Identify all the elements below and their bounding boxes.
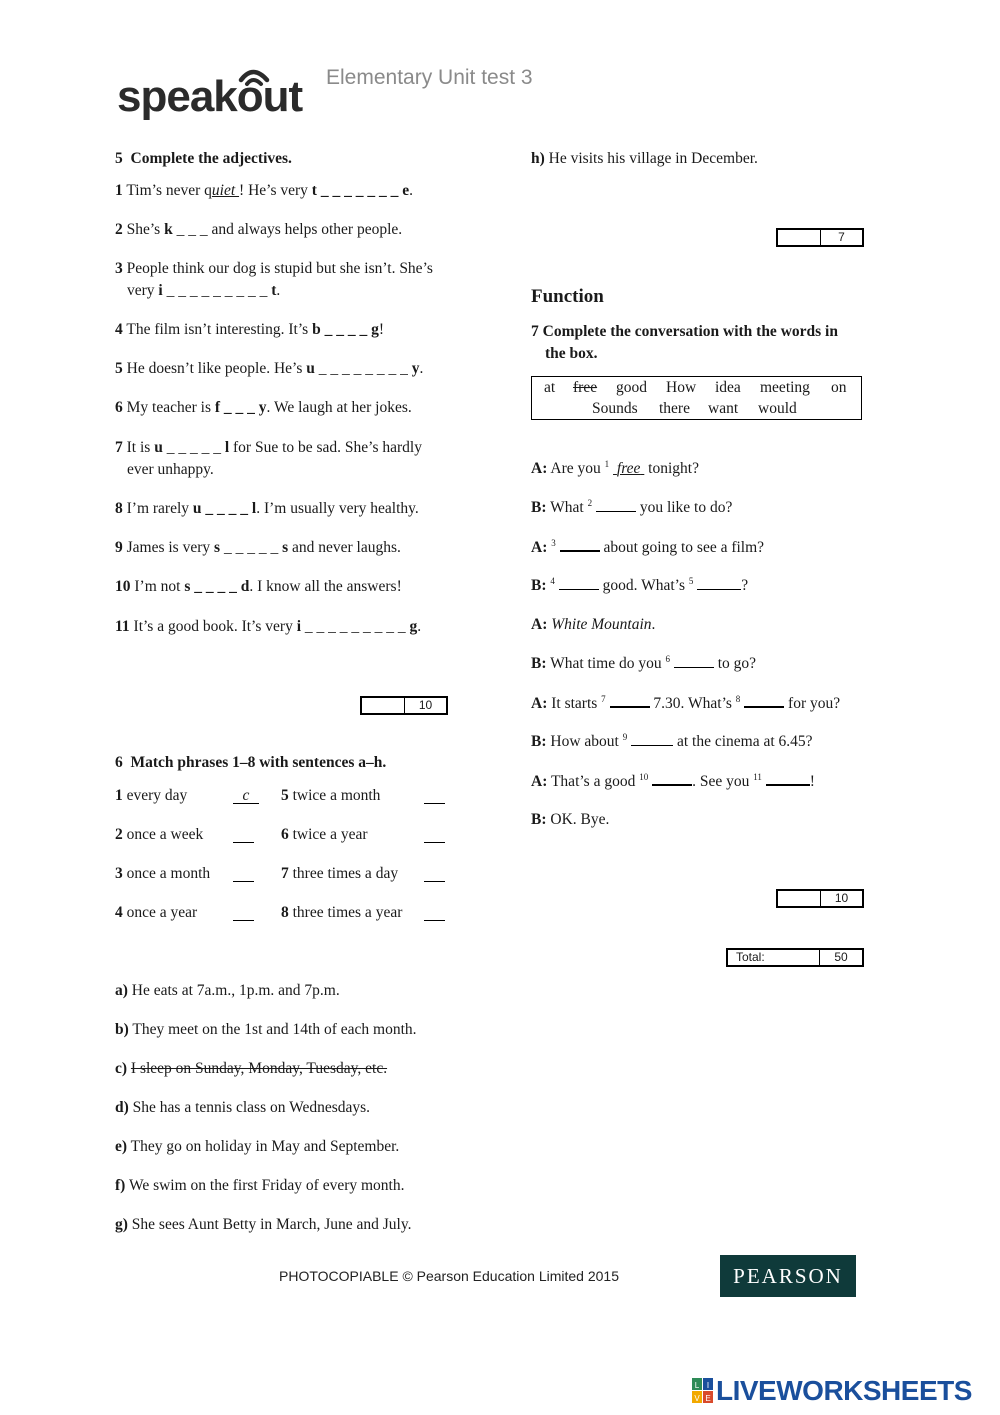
word: would (758, 400, 797, 417)
total-label: Total: (728, 950, 820, 965)
answer-blank-5[interactable] (697, 575, 741, 590)
match-answer-3[interactable] (233, 881, 254, 882)
word: on (831, 379, 847, 396)
word: Sounds (592, 400, 638, 417)
sentence-e: e) They go on holiday in May and September. (115, 1138, 400, 1155)
liveworksheets-wordmark: LIVEWORKSHEETS (716, 1375, 972, 1406)
score-max: 10 (418, 698, 433, 712)
section6-score-box (776, 228, 864, 247)
score-entry[interactable] (778, 230, 821, 245)
answer-blank-8[interactable] (744, 692, 784, 708)
pearson-logo: PEARSON (720, 1255, 856, 1297)
example-answer: free (616, 460, 641, 477)
dialogue-line-2: B: What $^2$ you like to do? (531, 498, 733, 516)
dialogue-line-7: A: It starts $^7$ 7.30. What’s $^8$ for you? (531, 694, 841, 712)
match-answer-1[interactable]: c (242, 787, 250, 804)
section5-item-4: 4 The film isn’t interesting. It’s b _ _ _ _ g! (115, 321, 384, 338)
dialogue-line-6: B: What time do you $^6$ to go? (531, 654, 757, 672)
svg-text:I: I (706, 1381, 710, 1390)
section5-item-2: 2 She’s k _ _ _ and always helps other people. (115, 221, 403, 238)
example-answer: uiet (211, 182, 240, 199)
section5-item-5: 5 He doesn’t like people. He’s u _ _ _ _ _ _ _ _ y. (115, 360, 424, 377)
score-entry[interactable] (362, 698, 405, 713)
word: good (616, 379, 647, 396)
dialogue-line-10: B: OK. Bye. (531, 811, 610, 828)
score-max: 10 (834, 891, 849, 905)
dialogue-line-3: A: $^3$ about going to see a film? (531, 538, 765, 556)
sentence-a: a) He eats at 7a.m., 1p.m. and 7p.m. (115, 982, 340, 999)
word: meeting (760, 379, 810, 396)
match-answer-6[interactable] (424, 842, 445, 843)
function-heading: Function (531, 286, 604, 307)
match-answer-2[interactable] (233, 842, 254, 843)
word: at (544, 379, 556, 396)
test-title: Elementary Unit test 3 (326, 66, 533, 89)
word-used: free (573, 379, 598, 396)
liveworksheets-watermark (692, 1374, 992, 1408)
match-answer-5[interactable] (424, 803, 445, 804)
match-answer-4[interactable] (233, 920, 254, 921)
dialogue-line-8: B: How about $^9$ at the cinema at 6.45? (531, 732, 813, 750)
dialogue-line-4: B: $^4$ good. What’s $^5$ ? (531, 576, 749, 594)
sentence-d: d) She has a tennis class on Wednesdays. (115, 1099, 371, 1116)
total-max: 50 (834, 950, 848, 964)
section5-item-1: 1 Tim’s never quiet ! He’s very t _ _ _ _ _ _ _ e. (115, 182, 413, 199)
match-answer-8[interactable] (424, 920, 445, 921)
sentence-c: c) I sleep on Sunday, Monday, Tuesday, etc. (115, 1060, 388, 1077)
answer-blank-10[interactable] (652, 770, 692, 786)
sentence-g: g) She sees Aunt Betty in March, June and July. (115, 1216, 412, 1233)
brand-name: speakout (117, 72, 303, 121)
score-entry[interactable] (778, 891, 821, 906)
answer-blank-4[interactable] (559, 575, 599, 590)
sentence-h: h) He visits his village in December. (531, 150, 758, 167)
section5-item-7: 7 It is u _ _ _ _ _ l for Sue to be sad. She’s hardly ever unhappy. (115, 439, 422, 478)
copyright-notice: PHOTOCOPIABLE © Pearson Education Limited 2015 (279, 1268, 620, 1284)
speakout-logo (115, 58, 320, 124)
match-answer-7[interactable] (424, 881, 445, 882)
total-score-box (726, 948, 864, 967)
section7-score-box (776, 889, 864, 908)
dialogue-line-9: A: That’s a good $^{10}$ . See you $^{11}$ ! (531, 772, 815, 790)
section6-title: 6 Match phrases 1–8 with sentences a–h. (115, 754, 387, 771)
liveworksheets-icon (692, 1378, 714, 1404)
word: want (708, 400, 739, 417)
word-box (531, 376, 862, 420)
section5-title: 5 Complete the adjectives. (115, 150, 292, 167)
svg-text:V: V (694, 1394, 700, 1403)
word: there (659, 400, 690, 417)
answer-blank-3[interactable] (560, 536, 600, 552)
section5-item-8: 8 I’m rarely u _ _ _ _ l. I’m usually very healthy. (115, 500, 419, 517)
section5-item-3: 3 People think our dog is stupid but she isn’t. She’s very i _ _ _ _ _ _ _ _ _ t. (115, 260, 433, 299)
answer-blank-9[interactable] (631, 731, 673, 746)
section5-item-6: 6 My teacher is f _ _ _ y. We laugh at her jokes. (115, 399, 412, 416)
section5-item-11: 11 It’s a good book. It’s very i _ _ _ _ _ _ _ _ _ g. (115, 618, 422, 635)
section5-item-9: 9 James is very s _ _ _ _ _ s and never laughs. (115, 539, 401, 556)
sentence-f: f) We swim on the first Friday of every month. (115, 1177, 405, 1194)
svg-text:E: E (705, 1394, 711, 1403)
svg-text:L: L (694, 1381, 700, 1390)
section7-title: 7 Complete the conversation with the words in the box. (531, 323, 838, 362)
answer-blank-11[interactable] (766, 770, 810, 786)
score-max: 7 (838, 230, 845, 244)
dialogue-line-5: A: White Mountain. (531, 616, 656, 633)
answer-blank-2[interactable] (596, 497, 636, 512)
word: idea (715, 379, 741, 396)
dialogue-line-1: A: Are you $^1$ free tonight? (531, 459, 699, 477)
sentence-b: b) They meet on the 1st and 14th of each month. (115, 1021, 417, 1038)
answer-blank-7[interactable] (610, 692, 650, 708)
section5-score-box (360, 696, 448, 715)
word: How (666, 379, 697, 396)
section5-item-10: 10 I’m not s _ _ _ _ d. I know all the answers! (115, 578, 402, 595)
answer-blank-6[interactable] (674, 653, 714, 668)
